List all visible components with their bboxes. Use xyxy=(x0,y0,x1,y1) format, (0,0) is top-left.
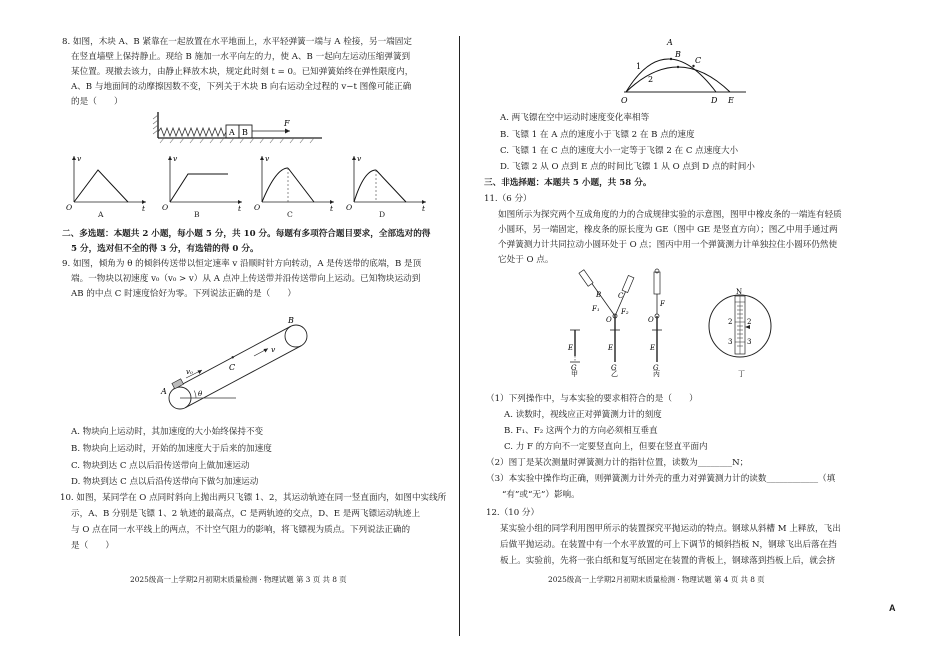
v0-label: v₀ xyxy=(186,368,193,376)
svg-text:B: B xyxy=(596,291,602,299)
svg-text:O: O xyxy=(162,203,169,212)
point-o: O xyxy=(621,96,628,105)
q8-line-2: 在竖直墙壁上保持静止。现给 B 施加一水平向左的力，使 A、B 一起向左运动压缩弹簧到 xyxy=(71,52,411,62)
q8-graph-c xyxy=(250,152,336,213)
section-3-header: 三、非选择题：本题共 5 小题，共 58 分。 xyxy=(484,178,652,188)
dart-2-label: 2 xyxy=(648,75,654,84)
page-4-footer: 2025级高一上学期2月初期末质量检测 · 物理试题 第 4 页 共 8 页 xyxy=(548,575,765,584)
fig-label-ding: 丁 xyxy=(738,370,745,378)
svg-text:E: E xyxy=(650,344,656,352)
svg-text:v: v xyxy=(77,154,82,163)
q9-conveyor-figure xyxy=(158,314,318,418)
q8-line-5: 的是（ ） xyxy=(71,97,123,107)
block-a-label: A xyxy=(229,128,235,137)
page-4: A B C O D E 1 2 A. 两飞镖在空中运动时速度变化率相等 B. 飞镖 1 在 A 点的速度小于飞镖 2 在 B 点的速度 C. 飞镖 1 在 C 点的速度大小一定等于飞镖 2 在 C 点速度大小 D. 飞镖 2 从 O 点到 E 点的时间比飞镖 1 从 O 点到 D 点的时间小 三、非选择题：本题共 5 小题，共 58 分。 11.（6 分） 如图所示为探究两个互成角度的力的合成规律实验的示意图，图甲中橡皮条的一端连有轻质 小圆环，另一端固定，橡皮条的原长度为 GE（图中 GE 是竖直方向）；图乙中用手通过两 个弹簧测力计共同拉动小圆环处于 O 点；图丙中用一个弹簧测力计单独拉住小圆环仍然使 它处于 O 点。 E G 甲 B C F₁ F₂ O E G 乙 F O E G 丙 N 2 2 3 3 丁 （1）下列操作中，与本实验的要求相符合的是（ ） A. 读数时，视线应正对弹簧测力计的刻度 B. F₁、F₂ 这两个力的方向必须相互垂直 C. 力 F 的方向不一定要竖直向上，但要在竖直平面内 （2）图丁是某次测量时弹簧测力计的指针位置，读数为________N； （3）本实验中操作均正确，则弹簧测力计外壳的重力对弹簧测力计的读数____________（填 “有”或“无”）影响。 12.（10 分） 某实验小组的同学利用图甲所示的装置探究平抛运动的特点。钢球从斜槽 M 上释放，飞出 后做平抛运动。在装置中有一个水平放置的可上下调节的倾斜挡板 N，钢球飞出后落在挡 板上。实验前，先将一张白纸和复写纸固定在装置的背板上，钢球落到挡板上后，就会挤 2025级高一上学期2月初期末质量检测 · 物理试题 第 4 页 共 8 页 xyxy=(484,38,842,584)
svg-text:F: F xyxy=(660,300,665,308)
q9-option-c: C. 物块到达 C 点以后沿传送带向上做加速运动 xyxy=(71,461,250,471)
q9-line-1: 9. 如图，倾角为 θ 的倾斜传送带以恒定速率 v 沿顺时针方向转动，A 是传送带的底端，B 是顶 xyxy=(62,259,422,269)
dial-n-label: N xyxy=(736,288,743,296)
point-b-label: B xyxy=(288,316,294,325)
page-3-footer: 2025级高一上学期2月初期末质量检测 · 物理试题 第 3 页 共 8 页 xyxy=(130,575,347,584)
q10-option-b: B. 飞镖 1 在 A 点的速度小于飞镖 2 在 B 点的速度 xyxy=(500,130,695,140)
svg-text:C: C xyxy=(618,292,624,300)
q11-header: 11.（6 分） xyxy=(484,194,532,204)
svg-text:F₂: F₂ xyxy=(621,308,629,316)
dial-num-2-left: 2 xyxy=(728,318,733,326)
svg-text:O: O xyxy=(66,203,73,212)
page-3: 8. 如图，木块 A、B 紧靠在一起放置在水平地面上，水平轻弹簧一端与 A 栓接，另一端固定 在竖直墙壁上保持静止。现给 B 施加一水平向左的力，使 A、B 一起向左运动压缩弹簧到 某位置。现撤去该力，由静止释放木块，规定此时刻 t = 0。已知弹簧始终在弹性限度内， A、B 与地面间的动摩擦因数不变，下列关于木块 B 向右运动全过程的 v−t 图像可能正确 的是（ ） A B F v t O v t O v t O v t O A B C D 二、多选题：本题共 2 小题，每小题 5 分，共 10 分。每题有多项符合题目要求，全部选对的得 5 分，选对但不全的得 3 分，有选错的得 0 分。 9. 如图，倾角为 θ 的倾斜传送带以恒定速率 v 沿顺时针方向转动，A 是传送带的底端，B 是顶 端。一物块以初速度 v₀（v₀ > v）从 A 点冲上传送带并沿传送带向上运动。已知物块运动到 AB 的中点 C 时速度恰好为零。下列说法正确的是（ ） θ v₀ A B C v A. 物块向上运动时，其加速度的大小始终保持不变 B. 物块向上运动时，开始的加速度大于后来的加速度 C. 物块到达 C 点以后沿传送带向上做加速运动 D. 物块到达 C 点以后沿传送带向下做匀加速运动 10. 如图，某同学在 O 点同时斜向上抛出两只飞镖 1、2，其运动轨迹在同一竖直面内，如图中实线所 示，A、B 分别是飞镖 1、2 轨迹的最高点，C 是两轨迹的交点，D、E 是两飞镖运动轨迹上 与 O 点在同一水平线上的两点，不计空气阻力的影响，将飞镖视为质点。下列说法正确的 是（ ） 2025级高一上学期2月初期末质量检测 · 物理试题 第 3 页 共 8 页 xyxy=(60,37,447,584)
block-b-label: B xyxy=(242,128,248,137)
q10-line-2: 示，A、B 分别是飞镖 1、2 轨迹的最高点，C 是两轨迹的交点，D、E 是两飞镖运动轨迹上 xyxy=(71,509,421,519)
belt-v-label: v xyxy=(271,345,276,354)
q9-option-b: B. 物块向上运动时，开始的加速度大于后来的加速度 xyxy=(71,444,272,454)
svg-text:t: t xyxy=(422,204,426,213)
svg-text:E: E xyxy=(608,344,614,352)
q8-option-a-label: A xyxy=(98,210,104,219)
q10-option-c: C. 飞镖 1 在 C 点的速度大小一定等于飞镖 2 在 C 点速度大小 xyxy=(500,146,739,156)
q8-option-b-label: B xyxy=(194,210,200,219)
theta-label: θ xyxy=(198,390,203,398)
svg-text:E: E xyxy=(568,344,574,352)
svg-text:v: v xyxy=(265,154,270,163)
force-f-label: F xyxy=(284,119,290,128)
svg-text:t: t xyxy=(142,204,146,213)
q9-line-2: 端。一物块以初速度 v₀（v₀ > v）从 A 点冲上传送带并沿传送带向上运动。已知物块运动到 xyxy=(71,274,421,284)
svg-text:v: v xyxy=(357,154,362,163)
q10-line-3: 与 O 点在同一水平线上的两点，不计空气阻力的影响，将飞镖视为质点。下列说法正确的 xyxy=(71,525,411,535)
q8-line-1: 8. 如图，木块 A、B 紧靠在一起放置在水平地面上，水平轻弹簧一端与 A 栓接，另一端固定 xyxy=(62,37,412,47)
svg-text:t: t xyxy=(238,204,242,213)
q8-graph-d xyxy=(342,152,428,213)
svg-text:G: G xyxy=(653,364,659,372)
point-a-label: A xyxy=(161,387,167,396)
svg-text:G: G xyxy=(571,364,577,372)
q10-trajectory-figure xyxy=(616,36,764,108)
corner-mark: A xyxy=(889,603,896,613)
q10-line-4: 是（ ） xyxy=(71,541,114,551)
dial-num-2-right: 2 xyxy=(747,318,752,326)
svg-text:O: O xyxy=(648,316,654,324)
q10-line-1: 10. 如图，某同学在 O 点同时斜向上抛出两只飞镖 1、2，其运动轨迹在同一竖直面内，如图中实线所 xyxy=(60,493,447,503)
svg-text:O: O xyxy=(346,203,353,212)
point-b: B xyxy=(675,50,681,59)
point-c-label: C xyxy=(229,363,236,372)
q9-option-a: A. 物块向上运动时，其加速度的大小始终保持不变 xyxy=(71,427,264,437)
svg-text:G: G xyxy=(611,364,617,372)
q8-option-c-label: C xyxy=(287,210,293,219)
q9-line-3: AB 的中点 C 时速度恰好为零。下列说法正确的是（ ） xyxy=(71,289,296,299)
svg-text:O: O xyxy=(254,203,261,212)
q9-option-d: D. 物块到达 C 点以后沿传送带向下做匀加速运动 xyxy=(71,477,259,487)
q10-option-a: A. 两飞镖在空中运动时速度变化率相等 xyxy=(500,113,650,123)
fig-label-bing: 丙 xyxy=(653,370,660,378)
q8-graph-b xyxy=(158,152,244,213)
point-d: D xyxy=(711,96,718,105)
q8-graph-a xyxy=(62,152,148,213)
q8-line-4: A、B 与地面间的动摩擦因数不变，下列关于木块 B 向右运动全过程的 v−t 图像可能正确 xyxy=(71,82,412,92)
fig-label-yi: 乙 xyxy=(611,370,618,378)
fig-label-jia: 甲 xyxy=(571,370,578,378)
dial-num-3-left: 3 xyxy=(728,338,733,346)
svg-text:F₁: F₁ xyxy=(592,305,600,313)
q8-line-3: 某位置。现撤去该力，由静止释放木块，规定此时刻 t = 0。已知弹簧始终在弹性限度内， xyxy=(71,67,414,77)
q8-spring-figure xyxy=(150,106,330,150)
q10-option-d: D. 飞镖 2 从 O 点到 E 点的时间比飞镖 1 从 O 点到 D 点的时间小 xyxy=(500,162,755,172)
svg-text:t: t xyxy=(330,204,334,213)
dial-num-3-right: 3 xyxy=(747,338,752,346)
q11-dial-figure xyxy=(708,282,778,378)
q12-header: 12.（10 分） xyxy=(486,508,540,518)
point-c: C xyxy=(695,56,702,65)
point-e: E xyxy=(728,96,734,105)
dart-1-label: 1 xyxy=(636,62,642,71)
q8-option-d-label: D xyxy=(379,210,386,219)
svg-text:O: O xyxy=(606,316,612,324)
svg-text:v: v xyxy=(173,154,178,163)
q11-experiment-figure xyxy=(566,268,726,378)
point-a: A xyxy=(667,38,673,47)
